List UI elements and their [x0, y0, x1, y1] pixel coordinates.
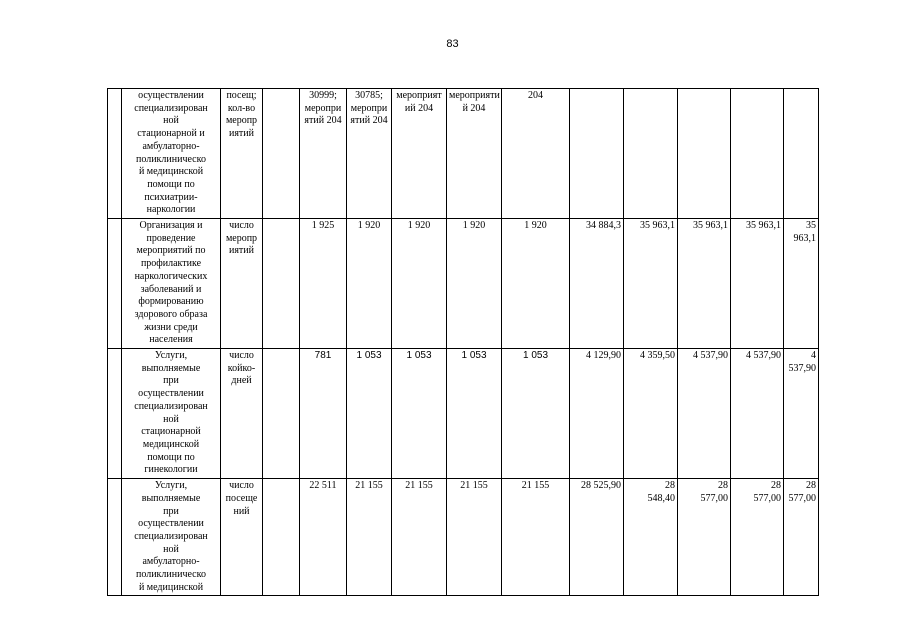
row-number-cell [108, 349, 122, 479]
finance-cell [624, 89, 678, 219]
indicator-cell: 1 920 [347, 219, 392, 349]
unit-cell: число меропр иятий [221, 219, 263, 349]
table-row [108, 479, 819, 596]
indicator-cell: 1 053 [502, 349, 570, 479]
page-number: 83 [446, 38, 459, 50]
indicator-cell: мероприят ий 204 [392, 89, 447, 219]
service-name-cell: Услуги, выполняемые при осуществлении специализирован ной амбулаторно- поликлиническо й медицинской [122, 479, 221, 596]
finance-cell: 35 963,1 [731, 219, 784, 349]
indicator-cell: мероприяти й 204 [447, 89, 502, 219]
indicator-cell: 1 053 [392, 349, 447, 479]
indicator-cell: 1 053 [447, 349, 502, 479]
empty-cell [263, 219, 300, 349]
finance-cell [678, 89, 731, 219]
finance-cell: 4 537,90 [678, 349, 731, 479]
service-name-cell: осуществлении специализирован ной стационарной и амбулаторно- поликлиническо й медицинской помощи по психиатрии- наркологии [122, 89, 221, 219]
indicator-cell: 1 920 [502, 219, 570, 349]
table-row [108, 89, 819, 219]
indicator-cell: 21 155 [502, 479, 570, 596]
indicator-cell: 781 [300, 349, 347, 479]
indicator-cell: 30999; меропри ятий 204 [300, 89, 347, 219]
indicator-cell: 1 925 [300, 219, 347, 349]
finance-cell: 35 963,1 [678, 219, 731, 349]
row-number-cell [108, 219, 122, 349]
indicator-cell: 1 053 [347, 349, 392, 479]
finance-cell: 4 537,90 [784, 349, 819, 479]
finance-cell [570, 89, 624, 219]
indicator-cell: 1 920 [447, 219, 502, 349]
row-number-cell [108, 89, 122, 219]
empty-cell [263, 349, 300, 479]
finance-cell: 35 963,1 [784, 219, 819, 349]
indicator-cell: 21 155 [392, 479, 447, 596]
finance-cell: 28 548,40 [624, 479, 678, 596]
finance-cell: 28 577,00 [678, 479, 731, 596]
finance-cell [731, 89, 784, 219]
service-name-cell: Услуги, выполняемые при осуществлении специализирован ной стационарной медицинской помощи по гинекологии [122, 349, 221, 479]
indicator-cell: 204 [502, 89, 570, 219]
row-number-cell [108, 479, 122, 596]
finance-cell: 28 577,00 [784, 479, 819, 596]
indicator-cell: 21 155 [447, 479, 502, 596]
finance-cell [784, 89, 819, 219]
indicator-cell: 1 920 [392, 219, 447, 349]
finance-cell: 28 577,00 [731, 479, 784, 596]
unit-cell: число койко- дней [221, 349, 263, 479]
unit-cell: число посеще ний [221, 479, 263, 596]
finance-cell: 35 963,1 [624, 219, 678, 349]
service-name-cell: Организация и проведение мероприятий по профилактике наркологических заболеваний и формированию здорового образа жизни среди населения [122, 219, 221, 349]
indicator-cell: 21 155 [347, 479, 392, 596]
indicator-cell: 30785; меропри ятий 204 [347, 89, 392, 219]
table-row [108, 349, 819, 479]
finance-cell: 4 359,50 [624, 349, 678, 479]
finance-cell: 4 537,90 [731, 349, 784, 479]
finance-cell: 28 525,90 [570, 479, 624, 596]
empty-cell [263, 89, 300, 219]
finance-cell: 4 129,90 [570, 349, 624, 479]
finance-cell: 34 884,3 [570, 219, 624, 349]
unit-cell: посещ; кол-во меропр иятий [221, 89, 263, 219]
program-table [107, 88, 819, 596]
indicator-cell: 22 511 [300, 479, 347, 596]
empty-cell [263, 479, 300, 596]
table-row [108, 219, 819, 349]
